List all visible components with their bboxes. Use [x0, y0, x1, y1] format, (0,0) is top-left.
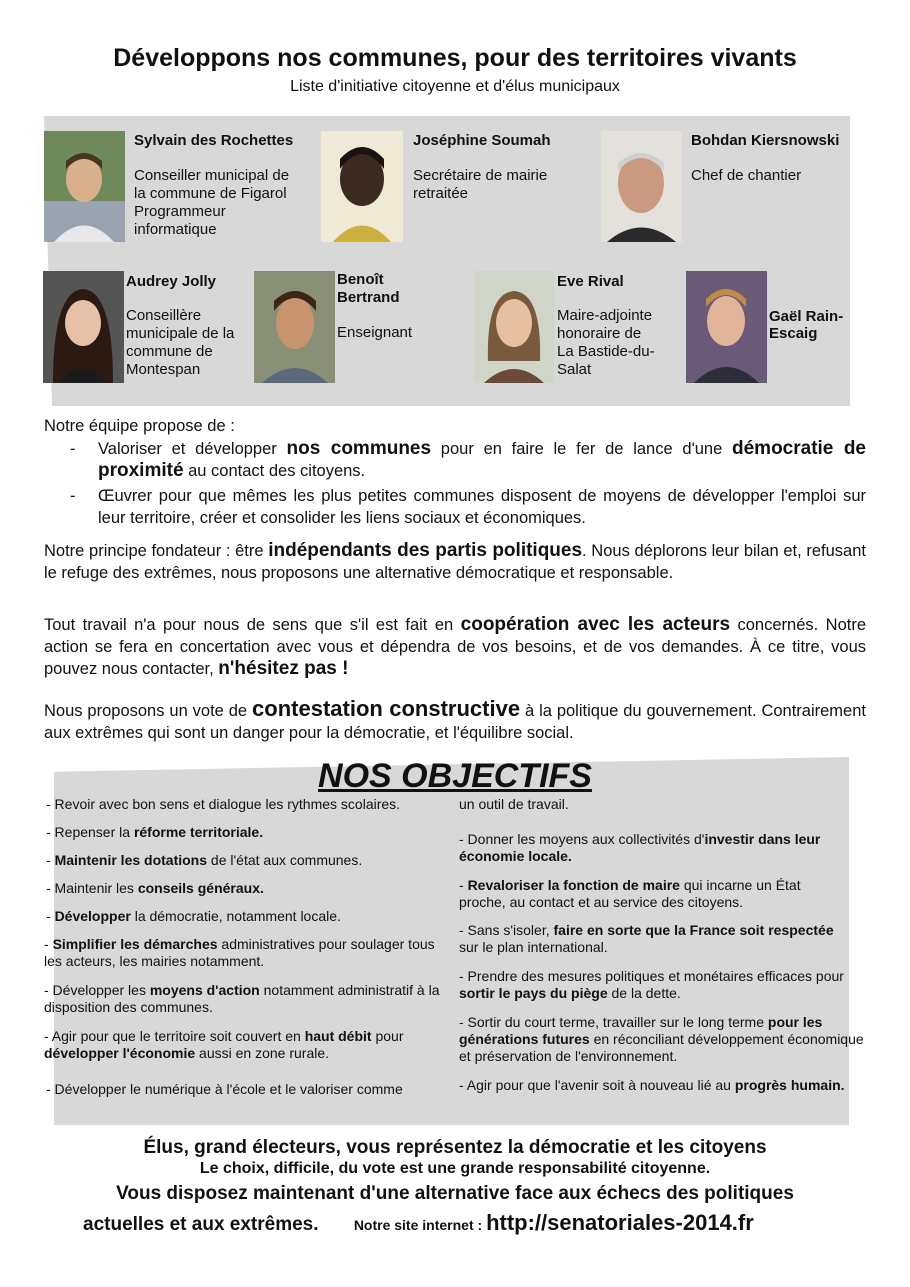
paragraph-cooperation: Tout travail n'a pour nous de sens que s'il est fait en coopération avec les acteurs concernés. Notre action se fera en concertation avec vous et dépendra de vos besoins, et de vos demandes. À ce titre, vous pouvez nous contacter, n'hésitez pas !	[44, 614, 867, 679]
objective-item: - Simplifier les démarches administratives pour soulager tous les acteurs, les mairies notamment.	[44, 936, 435, 969]
objective-item: - Maintenir les conseils généraux.	[46, 880, 264, 896]
objective-item: - Maintenir les dotations de l'état aux communes.	[46, 852, 363, 868]
objective-item: - Sortir du court terme, travailler sur le long terme pour les générations futures en réconciliant développement économique et préservation de l'environnement.	[459, 1014, 864, 1064]
person-role: Chef de chantier	[691, 167, 802, 184]
paragraph-principle: Notre principe fondateur : être indépendants des partis politiques. Nous déplorons leur bilan et, refusant le refuge des extrêmes, nous proposons une alternative démocratique et responsable.	[44, 540, 866, 582]
footer-line: actuelles et aux extrêmes. Notre site internet : http://senatoriales-2014.fr	[83, 1210, 754, 1235]
site-label: Notre site internet :	[353, 1217, 487, 1233]
objective-item: - Prendre des mesures politiques et monétaires efficaces pour sortir le pays du piège de la dette.	[459, 968, 844, 1001]
person-role: Conseiller municipal de la commune de Figarol Programmeur informatique	[134, 167, 290, 238]
objective-item: un outil de travail.	[459, 796, 569, 812]
objective-item: - Développer les moyens d'action notamment administratif à la disposition des communes.	[44, 982, 440, 1015]
portrait-photo	[686, 271, 767, 383]
person-role: Conseillère municipale de la commune de Montespan	[126, 307, 235, 378]
person-role: Secrétaire de mairie retraitée	[413, 167, 548, 202]
objectives-title: NOS OBJECTIFS	[318, 757, 592, 795]
portrait-photo	[254, 271, 335, 383]
footer-line: Le choix, difficile, du vote est une grande responsabilité citoyenne.	[199, 1160, 711, 1177]
bullet-item: - Valoriser et développer nos communes pour en faire le fer de lance d'une démocratie de proximité au contact des citoyens.	[70, 438, 866, 481]
objective-item: - Revoir avec bon sens et dialogue les rythmes scolaires.	[46, 796, 401, 812]
page-title: Développons nos communes, pour des territoires vivants	[113, 44, 797, 72]
person-name: Audrey Jolly	[126, 273, 217, 290]
objective-item: - Repenser la réforme territoriale.	[46, 824, 264, 840]
objective-item: - Agir pour que l'avenir soit à nouveau lié au progrès humain.	[459, 1077, 845, 1093]
person-role: Enseignant	[337, 324, 413, 341]
objective-item: - Revaloriser la fonction de maire qui incarne un État proche, au contact et au service des citoyens.	[459, 877, 801, 910]
person-name: Sylvain des Rochettes	[134, 132, 294, 149]
person-name: Gaël Rain-Escaig	[769, 308, 844, 342]
bullet-item: - Œuvrer pour que mêmes les plus petites communes disposent de moyens de développer l'emploi sur leur territoire, créer et consolider les liens sociaux et économiques.	[70, 487, 866, 527]
page-subtitle: Liste d'initiative citoyenne et d'élus municipaux	[290, 78, 620, 95]
objective-item: - Développer la démocratie, notamment locale.	[46, 908, 341, 924]
intro-lead: Notre équipe propose de :	[44, 417, 235, 435]
objective-item: - Développer le numérique à l'école et le valoriser comme	[46, 1081, 403, 1097]
paragraph-contestation: Nous proposons un vote de contestation constructive à la politique du gouvernement. Contrairement aux extrêmes qui sont un danger pour la démocratie, et l'équilibre social.	[44, 696, 866, 742]
person-name: Joséphine Soumah	[413, 132, 551, 149]
person-role: Maire-adjointe honoraire de La Bastide-du-Salat	[557, 307, 655, 378]
portrait-photo	[44, 131, 125, 242]
person-name: Bohdan Kiersnowski	[691, 132, 840, 149]
objective-item: - Agir pour que le territoire soit couvert en haut débit pour développer l'économie aussi en zone rurale.	[44, 1028, 404, 1061]
person-name: Eve Rival	[557, 273, 624, 290]
footer-line: Élus, grand électeurs, vous représentez la démocratie et les citoyens	[143, 1137, 767, 1158]
portrait-photo	[601, 131, 682, 242]
portrait-photo	[43, 271, 124, 383]
person-name: Benoît Bertrand	[337, 271, 400, 306]
footer-line: Vous disposez maintenant d'une alternative face aux échecs des politiques	[116, 1183, 794, 1204]
portrait-photo	[321, 131, 403, 242]
objective-item: - Donner les moyens aux collectivités d'investir dans leur économie locale.	[459, 831, 821, 864]
site-link[interactable]: http://senatoriales-2014.fr	[486, 1210, 754, 1235]
objective-item: - Sans s'isoler, faire en sorte que la France soit respectée sur le plan international.	[459, 922, 834, 955]
portrait-photo	[474, 271, 554, 383]
